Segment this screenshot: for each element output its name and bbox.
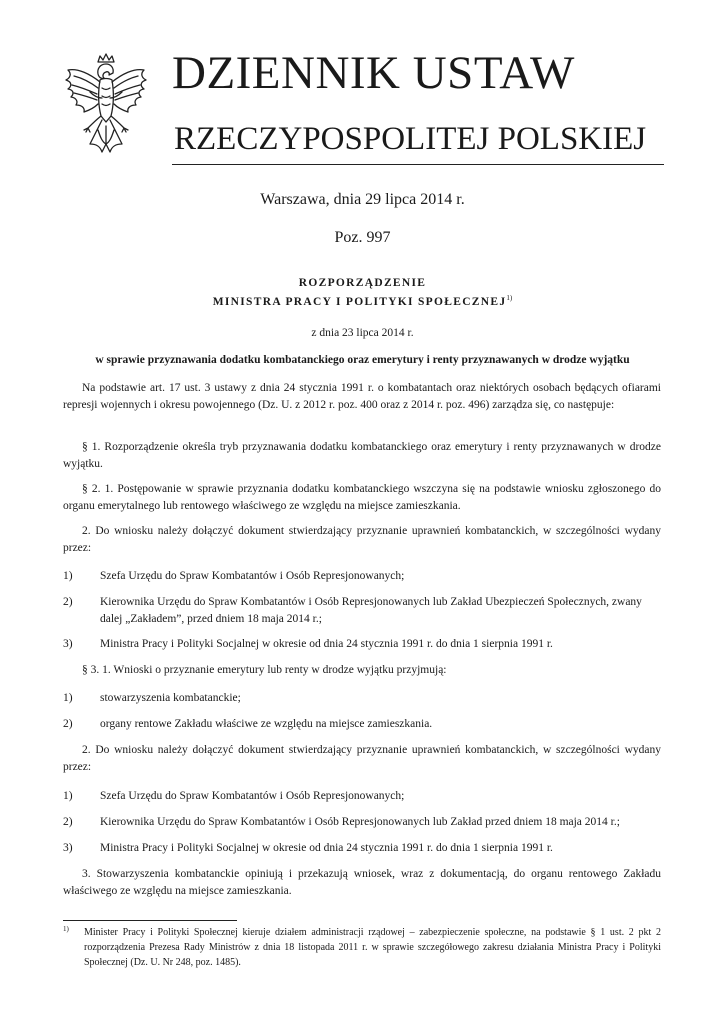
list-item (63, 814, 661, 831)
list-item-number: 2) (63, 816, 73, 828)
list-item-text: Ministra Pracy i Polityki Socjalnej w okresie od dnia 24 stycznia 1991 r. do dnia 1 sierpnia 1991 r. (100, 638, 553, 650)
list-item-text: Ministra Pracy i Polityki Socjalnej w okresie od dnia 24 stycznia 1991 r. do dnia 1 sierpnia 1991 r. (100, 842, 553, 854)
act-subject: w sprawie przyznawania dodatku kombatanckiego oraz emerytury i renty przyznawanych w drodze wyjątku (95, 354, 630, 366)
paragraph-1: § 1. Rozporządzenie określa tryb przyznawania dodatku kombatanckiego oraz emerytury i renty przyznawanych w drodze wyjątku. (63, 441, 661, 470)
header-divider (172, 164, 664, 165)
list-item-number: 2) (63, 596, 73, 608)
list-item (63, 636, 661, 653)
list-item-number: 1) (63, 790, 73, 802)
list-item (63, 690, 661, 707)
paragraph-3-2: 2. Do wniosku należy dołączyć dokument stwierdzający przyznanie uprawnień kombatanckich, w szczególności wydany przez: (63, 744, 661, 773)
list-item-text: Szefa Urzędu do Spraw Kombatantów i Osób Represjonowanych; (100, 570, 405, 582)
footnote-text: Minister Pracy i Polityki Społecznej kieruje działem administracji rządowej – zabezpieczenie społeczne, na podstawie § 1 ust. 2 pkt 2 rozporządzenia Prezesa Rady Ministrów z dnia 18 listopada 2011 r. w sprawie szczegółowego zakresu działania Ministra Pracy i Polityki Społecznej (Dz. U. Nr 248, poz. 1485). (84, 927, 661, 968)
paragraph-2-1: § 2. 1. Postępowanie w sprawie przyznania dodatku kombatanckiego wszczyna się na podstawie wniosku zgłoszonego do organu emerytalnego lub rentowego właściwego ze względu na miejsce zamieszkania. (63, 483, 661, 512)
list-item (63, 716, 661, 733)
act-issuer (0, 294, 725, 308)
gazette-subtitle: RZECZYPOSPOLITEJ POLSKIEJ (174, 121, 647, 157)
list-item-text: stowarzyszenia kombatanckie; (100, 692, 241, 704)
list-item-text: organy rentowe Zakładu właściwe ze względu na miejsce zamieszkania. (100, 718, 433, 730)
preamble-paragraph: Na podstawie art. 17 ust. 3 ustawy z dnia 24 stycznia 1991 r. o kombatantach oraz niektórych osobach będących ofiarami represji wojennych i okresu powojennego (Dz. U. z 2012 r. poz. 400 oraz z 2014 r. poz. 496) zarządza się, co następuje: (63, 382, 661, 411)
footnote-mark: 1) (63, 925, 69, 933)
act-issuer-text: MINISTRA PRACY I POLITYKI SPOŁECZNEJ (212, 296, 507, 308)
list-item-text: Kierownika Urzędu do Spraw Kombatantów i Osób Represjonowanych lub Zakład przed dniem 18 maja 2014 r.; (100, 816, 620, 828)
footnote-divider (63, 920, 237, 921)
list-item-number: 3) (63, 842, 73, 854)
footnote (63, 925, 661, 970)
publication-date: Warszawa, dnia 29 lipca 2014 r. (260, 191, 465, 208)
paragraph-2-2: 2. Do wniosku należy dołączyć dokument stwierdzający przyznanie uprawnień kombatanckich, w szczególności wydany przez: (63, 525, 661, 554)
list-item-text: Szefa Urzędu do Spraw Kombatantów i Osób Represjonowanych; (100, 790, 405, 802)
list-item-number: 2) (63, 718, 73, 730)
list-item (63, 594, 661, 628)
paragraph-3-1: § 3. 1. Wnioski o przyznanie emerytury lub renty w drodze wyjątku przyjmują: (82, 664, 447, 676)
position-number: Poz. 997 (334, 229, 391, 246)
list-item-number: 1) (63, 570, 73, 582)
list-item-text: Kierownika Urzędu do Spraw Kombatantów i Osób Represjonowanych lub Zakład Ubezpieczeń Społecznych, zwany dalej „Zakładem”, przed dniem 18 maja 2014 r.; (100, 596, 642, 625)
act-date: z dnia 23 lipca 2014 r. (311, 327, 414, 339)
list-item (63, 788, 661, 805)
list-item-number: 3) (63, 638, 73, 650)
list-item (63, 568, 661, 585)
gazette-title: DZIENNIK USTAW (172, 47, 575, 99)
list-item (63, 840, 661, 857)
footnote-reference: 1) (506, 294, 513, 302)
paragraph-3-3: 3. Stowarzyszenia kombatanckie opiniują i przekazują wniosek, wraz z dokumentacją, do organu rentowego Zakładu właściwego ze względu na miejsce zamieszkania. (63, 868, 661, 897)
list-item-number: 1) (63, 692, 73, 704)
polish-eagle-emblem-icon (60, 52, 152, 164)
act-type: ROZPORZĄDZENIE (298, 277, 427, 289)
